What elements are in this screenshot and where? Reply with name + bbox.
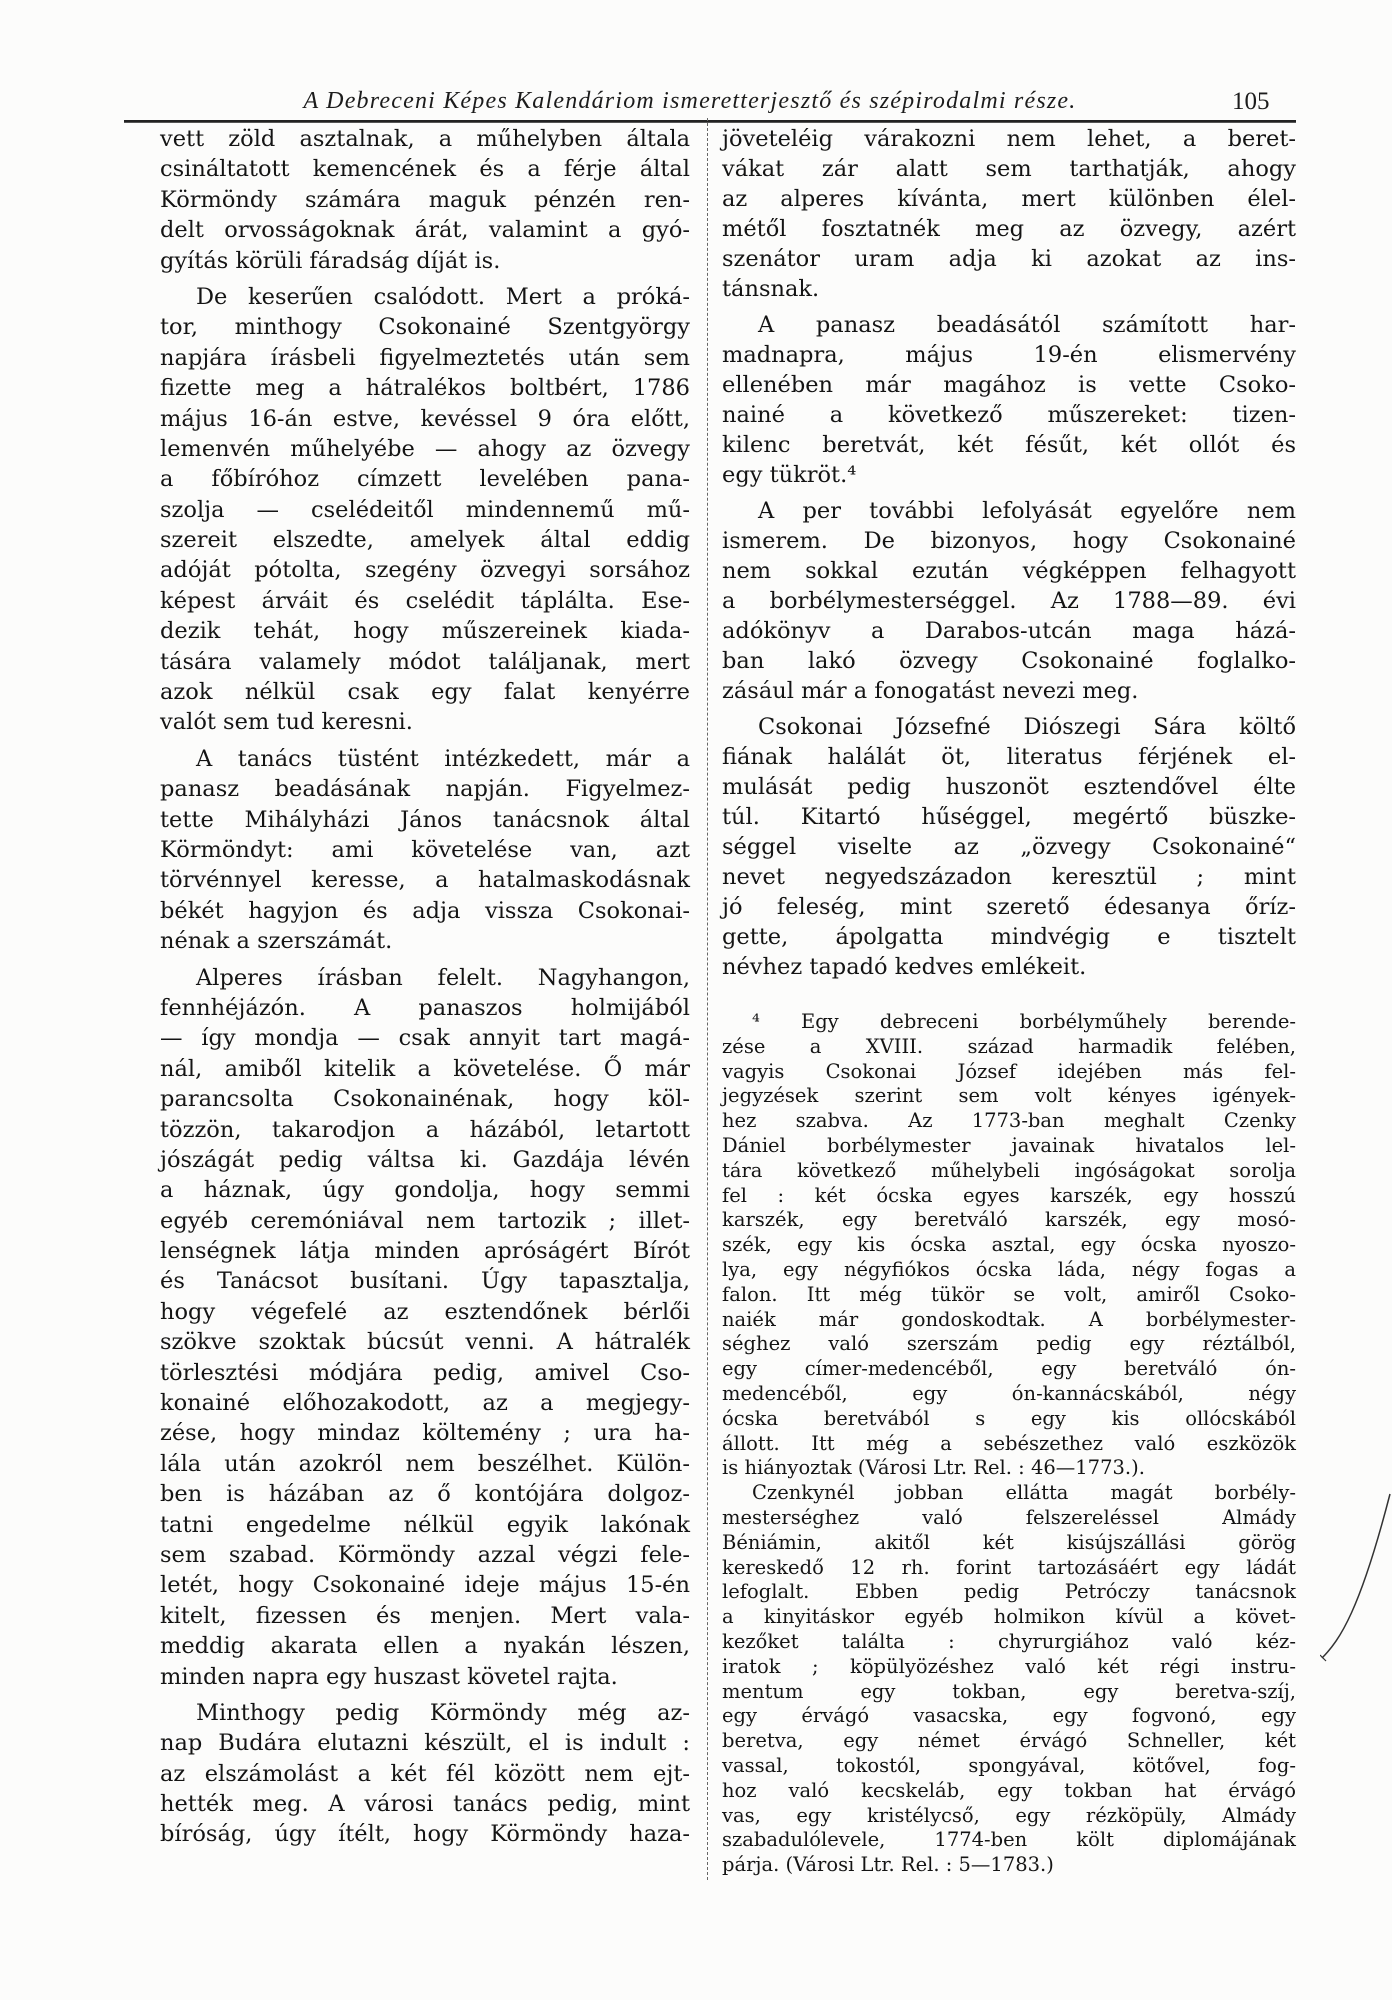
text-line: meddig akarata ellen a nyakán lészen, [160,1633,690,1660]
pen-mark [1320,1490,1392,1670]
text-line: panasz beadásának napján. Figyelmez- [160,776,690,803]
text-line: zése, hogy mindaz költemény ; ura ha- [160,1420,690,1447]
page-number: 105 [1232,88,1270,115]
text-line: Béniámin, akitől két kisújszállási görög [722,1530,1296,1554]
paragraph [160,282,690,738]
footnote-paragraph [722,1481,1296,1878]
running-title: A Debreceni Képes Kalendáriom ismeretterjesztő és szépirodalmi része. [303,88,1077,114]
text-line: vassal, tokostól, spongyával, kötővel, fog- [722,1753,1296,1777]
text-line: egy címer-medencéből, egy beretváló ón- [722,1357,1296,1381]
text-line: Alperes írásban felelt. Nagyhangon, [196,964,690,991]
text-line: szökve szoktak búcsút venni. A hátralék [160,1329,690,1356]
text-line: egy tükröt.⁴ [722,462,857,488]
text-line: De keserűen csalódott. Mert a próká- [196,283,690,310]
text-line: tására valamely módot találjanak, mert [160,648,690,675]
text-line: nevet negyedszázadon keresztül ; mint [722,864,1296,890]
text-line: medencéből, egy ón-kannácskából, négy [722,1381,1296,1405]
text-line: adókönyv a Darabos-utcán maga házá- [722,618,1296,644]
text-line: nap Budára elutazni készült, el is indult : [160,1730,690,1757]
text-line: jószágát pedig váltsa ki. Gazdája lévén [160,1146,690,1173]
paragraph [722,124,1296,304]
text-line: karszék, egy beretváló karszék, egy mosó- [722,1208,1296,1232]
header-rule [124,120,1296,123]
text-line: — így mondja — csak annyit tart magá- [160,1025,690,1052]
text-line: Körmöndyt: ami követelése van, azt [160,836,690,863]
text-line: párja. (Városi Ltr. Rel. : 5—1783.) [722,1853,1054,1877]
text-line: Dániel borbélymester javainak hivatalos lel- [722,1133,1296,1157]
text-line: gette, ápolgatta mindvégig e tisztelt [722,924,1296,950]
text-line: iratok ; köpülyözéshez való két régi instru- [722,1654,1296,1678]
text-line: vett zöld asztalnak, a műhelyben általa [160,126,690,152]
text-line: az alperes kívánta, mert különben élel- [722,186,1296,212]
text-line: tor, minthogy Csokonainé Szentgyörgy [160,314,690,341]
paragraph [160,744,690,957]
text-line: fizette meg a hátralékos boltbért, 1786 [160,375,690,402]
footnote-block [722,1010,1296,1878]
text-line: ismerem. De bizonyos, hogy Csokonainé [722,528,1296,554]
text-line: Czenkynél jobban ellátta magát borbély- [752,1481,1296,1505]
text-line: kereskedő 12 rh. forint tartozásáért egy ládát [722,1555,1296,1579]
text-line: naiék már gondoskodtak. A borbélymester- [722,1307,1296,1331]
text-line: tánsnak. [722,276,820,302]
text-line: tette Mihályházi János tanácsnok által [160,806,690,833]
text-line: törlesztési módjára pedig, amivel Cso- [160,1359,690,1386]
paragraph [160,963,690,1692]
text-line: fennhéjázón. A panaszos holmijából [160,994,690,1021]
text-line: és Tanácsot busítani. Úgy tapasztalja, [160,1268,690,1295]
column-divider [707,118,708,1880]
text-line: tatni engedelme nélkül egyik lakónak [160,1511,690,1538]
paragraph [722,712,1296,982]
text-line: séghez való szerszám pedig egy réztálból, [722,1332,1296,1356]
text-line: egyéb ceremóniával nem tartozik ; illet- [160,1207,690,1234]
text-line: zése a XVIII. század harmadik felében, [722,1034,1296,1058]
text-line: jöveteléig várakozni nem lehet, a beret- [722,126,1296,152]
text-line: a borbélymesterséggel. Az 1788—89. évi [722,588,1296,614]
text-line: napjára írásbeli figyelmeztetés után sem [160,344,690,371]
text-line: jó feleség, mint szerető édesanya őríz- [722,894,1296,920]
text-line: mesterséghez való felszereléssel Almády [722,1505,1296,1529]
text-line: szék, egy kis ócska asztal, egy ócska nyoszo- [722,1233,1296,1257]
text-line: ellenében már magához is vette Csoko- [722,372,1296,398]
text-line: képest árváit és cselédit táplálta. Ese- [160,587,690,614]
paragraph [160,124,690,276]
text-line: szolja — cselédeitől mindennemű mű- [160,496,690,523]
text-line: vas, egy kristélycső, egy rézköpüly, Almády [722,1803,1296,1827]
text-line: beretva, egy német érvágó Schneller, két [722,1729,1296,1753]
text-line: fiának halálát öt, literatus férjének el- [722,744,1296,770]
text-line: konainé előhozakodott, az a megjegy- [160,1390,690,1417]
text-line: a kinyitáskor egyéb holmikon kívül a követ- [722,1605,1296,1629]
text-line: kilenc beretvát, két fésűt, két ollót és [722,432,1296,458]
text-line: a háznak, úgy gondolja, hogy semmi [160,1177,690,1204]
paragraph [160,1698,690,1850]
text-line: nénak a szerszámát. [160,928,393,955]
running-header [0,88,1392,120]
text-line: ben is házában az ő kontójára dolgoz- [160,1481,690,1508]
text-line: jegyzések szerint sem volt kényes igények- [722,1084,1296,1108]
footnote-paragraph [722,1010,1296,1481]
text-line: állott. Itt még a sebészethez való eszközök [722,1431,1296,1455]
text-line: Körmöndy számára maguk pénzén ren- [160,186,690,213]
text-line: az elszámolást a két fél között nem ejt- [160,1760,690,1787]
text-line: fel : két ócska egyes karszék, egy hosszú [722,1183,1296,1207]
text-line: tözzön, takarodjon a házából, letartott [160,1116,690,1143]
text-line: valót sem tud keresni. [160,709,413,736]
text-line: lála után azokról nem beszélhet. Külön- [160,1450,690,1477]
text-line: lemenvén műhelyébe — ahogy az özvegy [160,435,690,462]
text-line: lefoglalt. Ebben pedig Petróczy tanácsnok [722,1580,1296,1604]
text-line: métől fosztatnék meg az özvegy, azért [722,216,1296,242]
text-line: dezik tehát, hogy műszereinek kiada- [160,618,690,645]
text-line: bíróság, úgy ítélt, hogy Körmöndy haza- [160,1821,690,1848]
text-line: szereit elszedte, amelyek által eddig [160,527,690,554]
text-line: május 16-án estve, kevéssel 9 óra előtt, [160,405,690,432]
text-line: hoz való kecskeláb, egy tokban hat érvágó [722,1778,1296,1802]
text-line: békét hagyjon és adja vissza Csokonai- [160,897,690,924]
text-line: delt orvosságoknak árát, valamint a gyó- [160,217,690,244]
text-line: tára következő műhelybeli ingóságokat sorolja [722,1158,1296,1182]
text-line: nem sokkal ezután végképpen felhagyott [722,558,1296,584]
text-line: is hiányoztak (Városi Ltr. Rel. : 46—1773.). [722,1456,1145,1480]
text-line: minden napra egy huszast követel rajta. [160,1663,618,1690]
text-line: Csokonai Józsefné Diószegi Sára költő [758,714,1296,740]
text-line: A panasz beadásától számított har- [758,312,1296,338]
text-line: hez szabva. Az 1773-ban meghalt Czenky [722,1109,1296,1133]
text-line: törvénnyel keresse, a hatalmaskodásnak [160,867,690,894]
text-line: ócska beretvából s egy kis ollócskából [722,1406,1296,1430]
text-line: mulását pedig huszonöt esztendővel élte [722,774,1296,800]
text-line: kitelt, fizessen és menjen. Mert vala- [160,1602,690,1629]
text-line: A per további lefolyását egyelőre nem [758,498,1296,524]
paragraph [722,496,1296,706]
text-line: kezőket találta : chyrurgiához való kéz- [722,1629,1296,1653]
text-line: parancsolta Csokonainénak, hogy köl- [160,1086,690,1113]
text-line: azok nélkül csak egy falat kenyérre [160,679,690,706]
text-line: egy érvágó vasacska, egy fogvonó, egy [722,1704,1296,1728]
text-line: túl. Kitartó hűséggel, megértő büszke- [722,804,1296,830]
right-column [722,124,1296,988]
text-line: zásául már a fonogatást nevezi meg. [722,678,1139,704]
left-column [160,124,690,1856]
text-line: adóját pótolta, szegény özvegyi sorsához [160,557,690,584]
text-line: falon. Itt még tükör se volt, amiről Csoko- [722,1282,1296,1306]
text-line: szabadulólevele, 1774-ben költ diplomájának [722,1828,1296,1852]
text-line: hették meg. A városi tanács pedig, mint [160,1791,690,1818]
text-line: a főbíróhoz címzett levelében pana- [160,466,690,493]
text-line: sem szabad. Körmöndy azzal végzi fele- [160,1541,690,1568]
text-line: névhez tapadó kedves emlékeit. [722,954,1087,980]
text-line: gyítás körüli fáradság díját is. [160,247,501,274]
paragraph [722,310,1296,490]
text-line: ⁴ Egy debreceni borbélyműhely berende- [752,1010,1296,1033]
text-line: madnapra, május 19-én elismervény [722,342,1296,368]
text-line: hogy végefelé az esztendőnek bérlői [160,1298,690,1325]
text-line: vákat zár alatt sem tarthatják, ahogy [722,156,1296,182]
text-line: mentum egy tokban, egy beretva-szíj, [722,1679,1296,1703]
text-line: nainé a következő műszereket: tizen- [722,402,1296,428]
text-line: séggel viselte az „özvegy Csokonainé“ [722,834,1296,860]
text-line: ban lakó özvegy Csokonainé foglalko- [722,648,1296,674]
text-line: lenségnek látja minden apróságért Bírót [160,1238,690,1265]
text-line: letét, hogy Csokonainé ideje május 15-én [160,1572,690,1599]
text-line: Minthogy pedig Körmöndy még az- [196,1699,690,1726]
text-line: szenátor uram adja ki azokat az ins- [722,246,1296,272]
text-line: lya, egy négyfiókos ócska láda, négy fogas a [722,1257,1296,1281]
text-line: vagyis Csokonai József idejében más fel- [722,1059,1296,1083]
text-line: nál, amiből kitelik a követelése. Ő már [160,1055,690,1082]
text-line: A tanács tüstént intézkedett, már a [196,745,690,772]
text-line: csináltatott kemencének és a férje által [160,156,690,183]
